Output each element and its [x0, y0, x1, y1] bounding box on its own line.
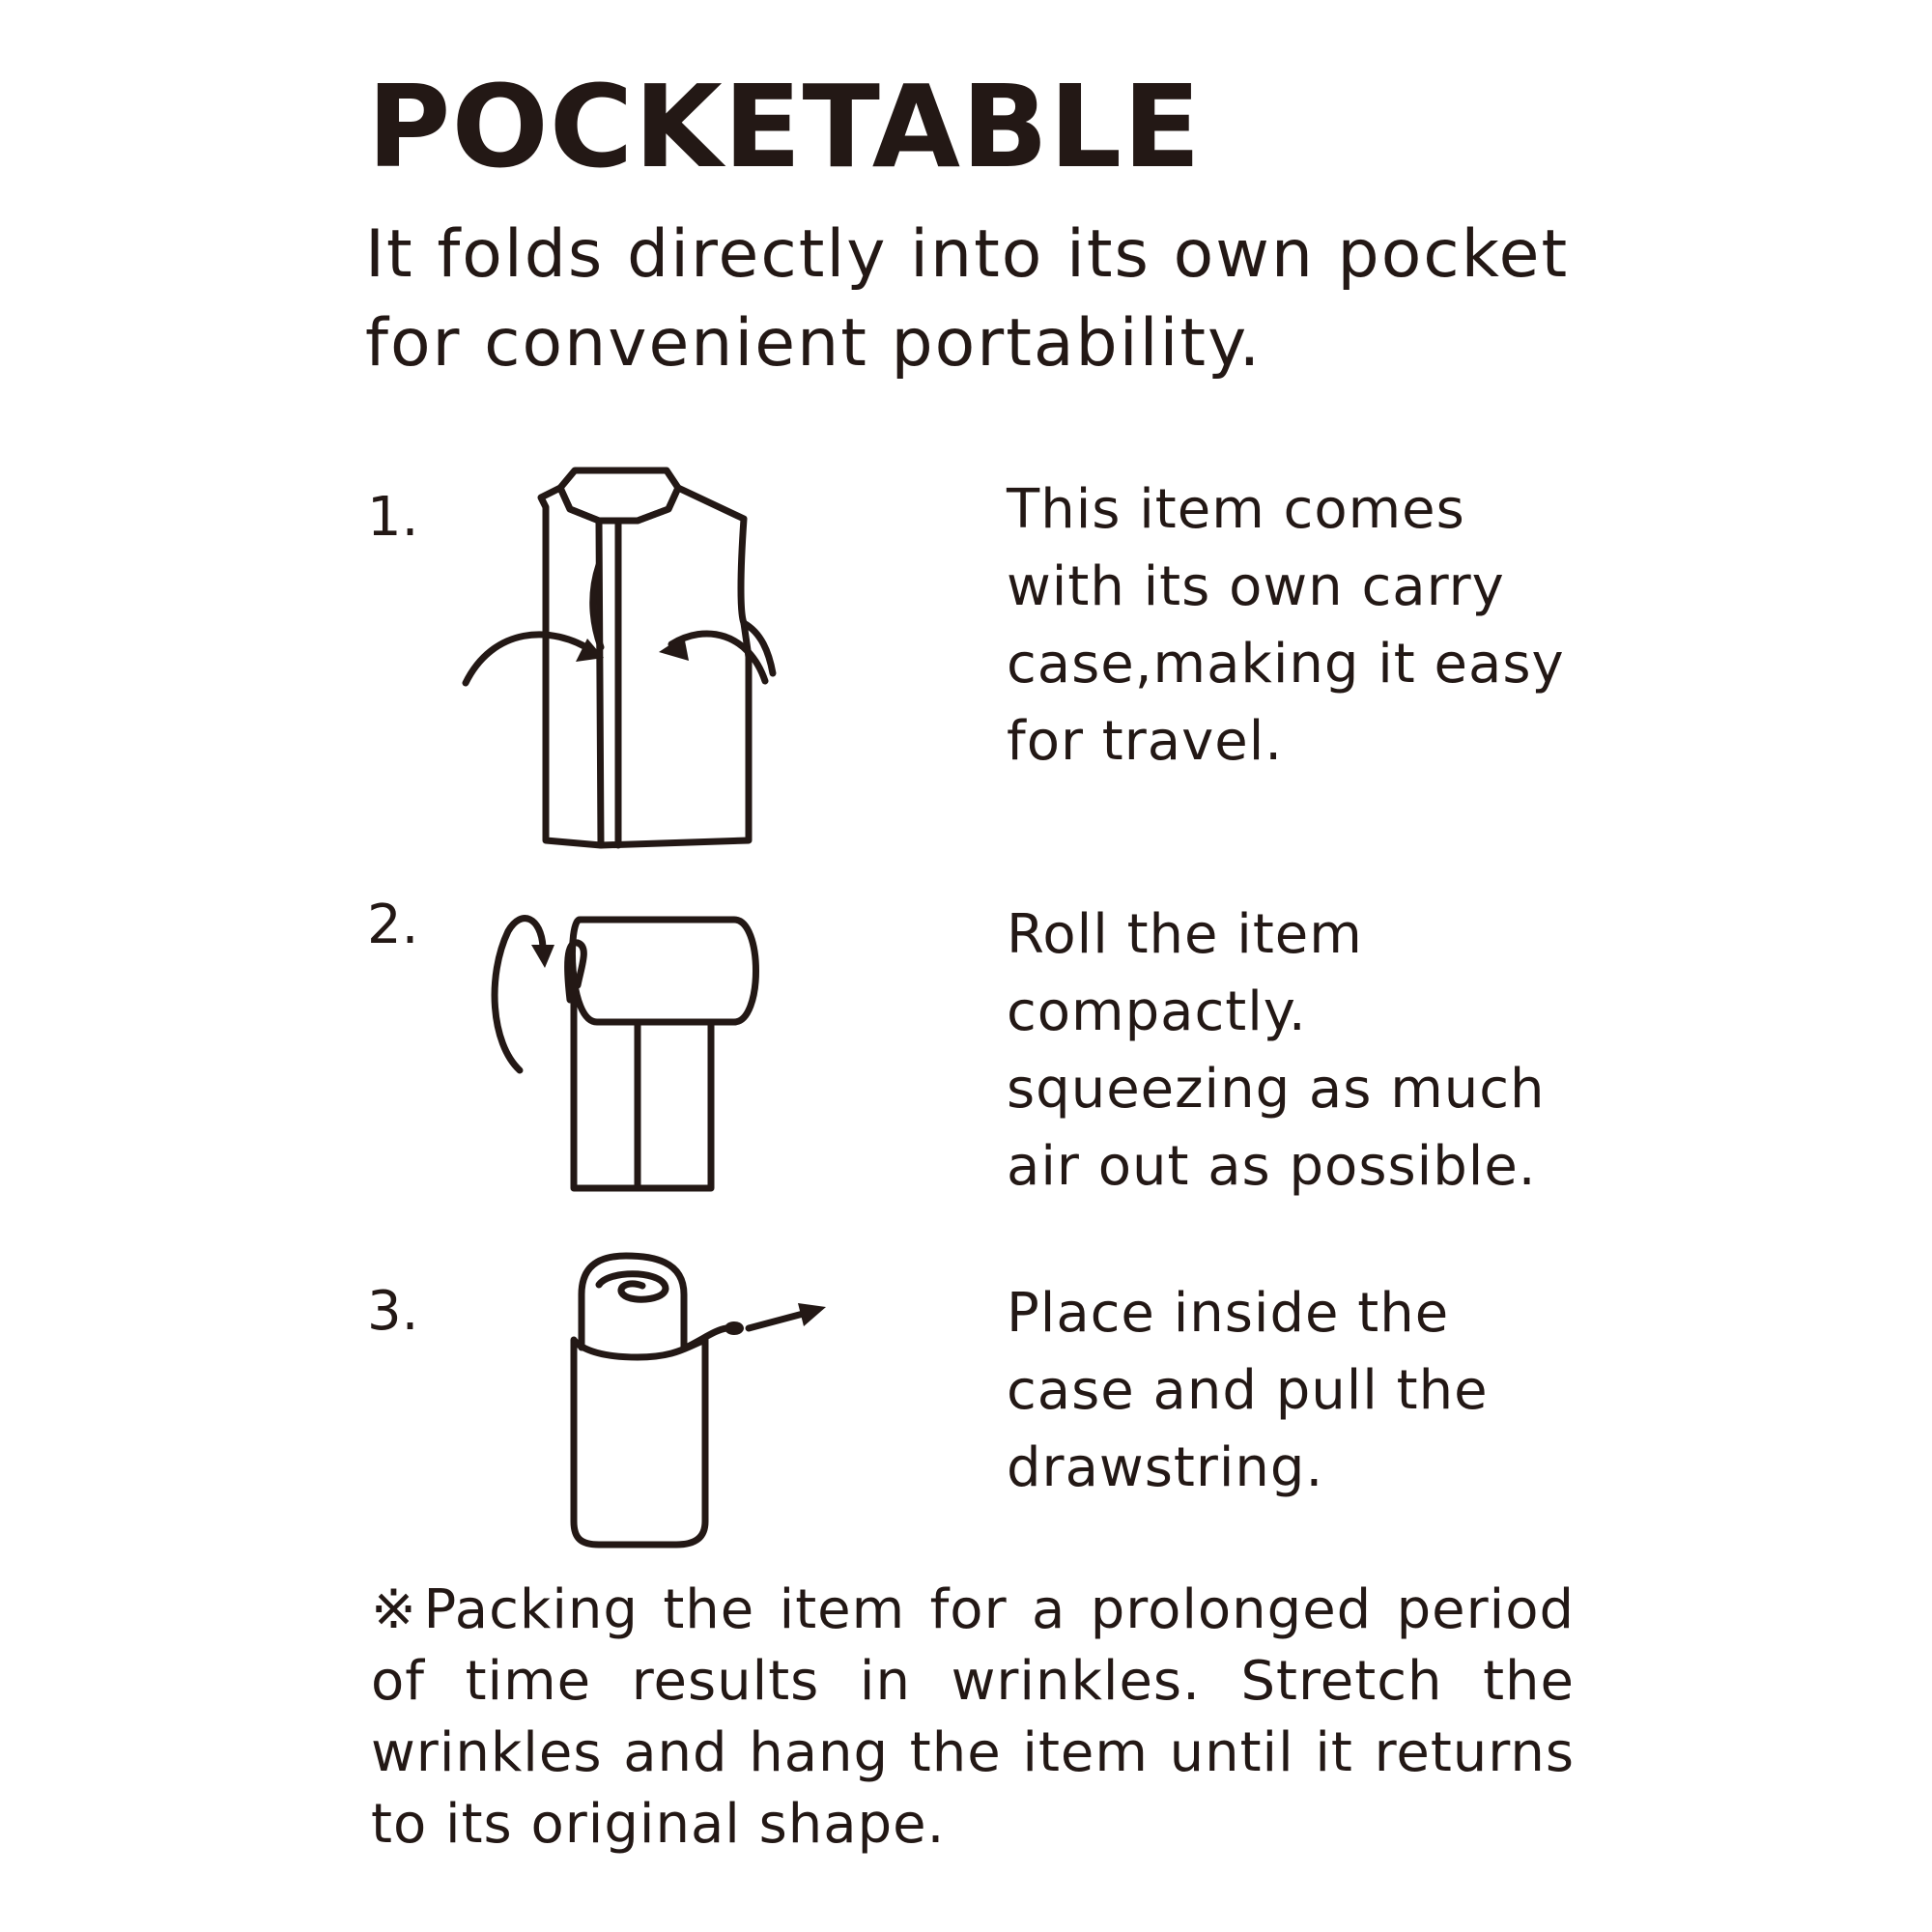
step-1-number: 1.	[367, 486, 419, 549]
step-2-text: Roll the item compactly. squeezing as much air out as possible.	[1007, 903, 1546, 1198]
pouch-drawstring-icon	[560, 1251, 869, 1550]
page-subtitle: It folds directly into its own pocket for convenient portability.	[365, 216, 1570, 382]
step-3-text: Place inside the case and pull the drawstring.	[1007, 1282, 1489, 1499]
roll-icon	[473, 908, 782, 1198]
step-1-text: This item comes with its own carry case,making it easy for travel.	[1007, 478, 1565, 773]
care-note: ※Packing the item for a prolonged period of time results in wrinkles. Stretch the wrinkles and hang the item until it returns to its original shape.	[371, 1578, 1575, 1856]
step-3-number: 3.	[367, 1280, 419, 1343]
step-2-number: 2.	[367, 894, 419, 956]
page-title: POCKETABLE	[367, 60, 1202, 193]
vest-fold-icon	[454, 459, 782, 865]
